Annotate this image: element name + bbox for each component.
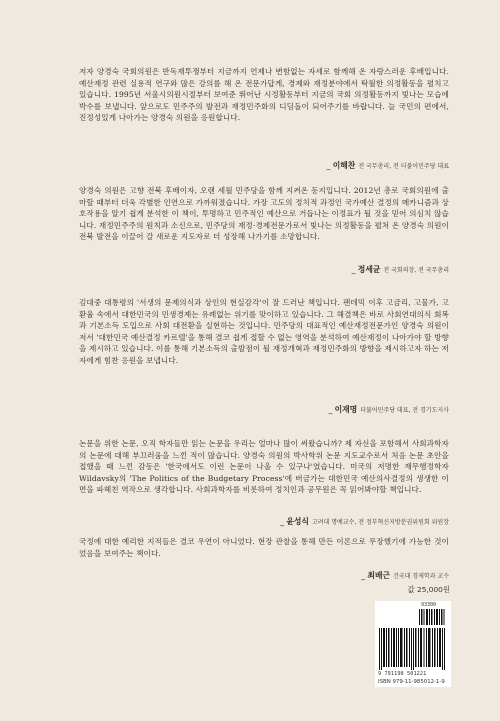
blurb-1 [79,66,449,124]
signer-name: 윤성식 [286,517,309,526]
blurb-5-signature: _ 최배근 건국대 경제학과 교수 [361,571,449,580]
signer-title: 고려대 명예교수, 전 정부혁신지방분권위원회 위원장 [311,519,449,526]
barcode-digits: 9 791198 501221 [378,671,427,677]
barcode-main-bars [379,628,447,670]
blurb-2-text: 양경숙 의원은 고향 전북 후배이자, 오랜 세월 민주당을 함께 지켜온 동지입니다. 2012년 총로 국회의원에 출마할 때부터 더욱 각별한 인연으로 가까워졌습니다. 가장 고도의 정치적 과정인 국가예산 결정의 메카니즘과 상호작용을 알기 쉽게 분석한 이 책이, 투명하고 민주적인 예산으로 거듭나는 이정표가 될 것을 믿어 의심치 않습니다. 재정민주주의 원칙과 소신으로, 민주당의 재정·경제전문가로서 빛나는 의정활동을 펼쳐 온 양경숙 의원이 전북 발전을 이끌어 갈 새로운 지도자로 더 성장해 나가기를 소망합니다. [79,186,449,242]
blurb-4-text: 논문을 위한 논문, 오직 학자들만 읽는 논문을 우리는 얼마나 많이 써왔습니까? 제 자신을 포함해서 사회과학자의 논문에 대해 부끄러움을 느낀 적이 많습니다. 양경숙 의원의 박사학위 논문 지도교수로서 처음 논문 초안을 접했을 때 느낀 감동은 '한국에서도 이런 논문이 나올 수 있구나'였습니다. 미국의 저명한 재무행정학자 Wildavsky의 'The Politics of the Budgetary Process'에 버금가는 대한민국 예산의사결정의 생생한 이면을 파헤친 역작으로 생각합니다. 사회과학자를 비롯하여 정치인과 공무원은 꼭 읽어봐야할 책입니다. [79,439,449,495]
blurb-5-text: 국정에 대한 예리한 지적들은 결코 우연이 아니었다. 현장 관찰을 통해 만든 이론으로 무장했기에 가능한 것이었음을 보여주는 책이다. [79,537,449,558]
signer-name: 이재명 [334,405,358,414]
signer-name: 이해찬 [332,161,356,170]
blurb-3-text: 김대중 대통령의 '서생의 문제의식과 상인의 현실감각'이 잘 드러난 책입니다. 팬데믹 이후 고금리, 고물가, 고환율 속에서 대한민국의 민생경제는 유례없는 위기를 맞이하고 있습니다. 그 해결책은 바로 사회연대의식 회복과 기본소득 도입으로 사회 대전환을 실현하는 것입니다. 민주당의 대표적인 예산재정전문가인 양경숙 의원이 저서 '대한민국 예산결정 카르텔'을 통해 결코 쉽게 접할 수 없는 영역을 분석하여 예산재정이 나아가야 할 방향을 제시하고 있습니다. 이를 통해 기본소득의 출발점이 될 재정개혁과 재정민주화의 방향을 제시하고자 하는 저자에게 힘찬 응원을 보냅니다. [79,298,449,365]
signer-title: 건국대 경제학과 교수 [393,573,449,580]
blurb-4 [79,438,449,496]
blurb-2-signature: _ 정세균 전 국회의장, 전 국무총리 [351,265,449,274]
signer-title: 더불어민주당 대표, 전 경기도지사 [360,407,449,414]
barcode-addon-digits: 93300 [421,602,437,608]
signer-title: 전 국무총리, 전 더불어민주당 대표 [358,163,449,170]
blurb-5 [79,536,449,559]
isbn-number: ISBN 979-11-985012-1-9 [378,679,445,685]
barcode-addon-bars [419,609,445,625]
signer-title: 전 국회의장, 전 국무총리 [383,267,449,274]
blurb-3 [79,297,449,367]
blurb-1-signature: _ 이해찬 전 국무총리, 전 더불어민주당 대표 [326,161,449,170]
blurb-3-signature: _ 이재명 더불어민주당 대표, 전 경기도지사 [328,405,449,414]
signer-name: 정세균 [357,265,381,274]
blurb-1-text: 저자 양경숙 국회의원은 반독재투쟁부터 지금까지 언제나 변함없는 자세로 함께해 온 자랑스러운 후배입니다. 예산재정 관련 실용적 연구와 많은 강의를 해 온 전문가답게, 경제와 재정분야에서 탁월한 의정활동을 펼치고 있습니다. 1995년 서울시의원시절부터 보여준 뛰어난 시정활동부터 지금의 국회 의정활동까지 빛나는 모습에 박수를 보냅니다. 앞으로도 민주주의 발전과 재정민주화의 디딤돌이 되어주기를 바랍니다. 늘 국민의 편에서, 진정성있게 나아가는 양경숙 의원을 응원합니다. [79,67,449,123]
blurb-4-signature: _ 윤성식 고려대 명예교수, 전 정부혁신지방분권위원회 위원장 [280,517,449,526]
price-label: 값 25,000원 [407,585,450,594]
isbn-barcode [375,601,451,687]
blurb-2 [79,185,449,243]
signer-name: 최배근 [367,571,391,580]
